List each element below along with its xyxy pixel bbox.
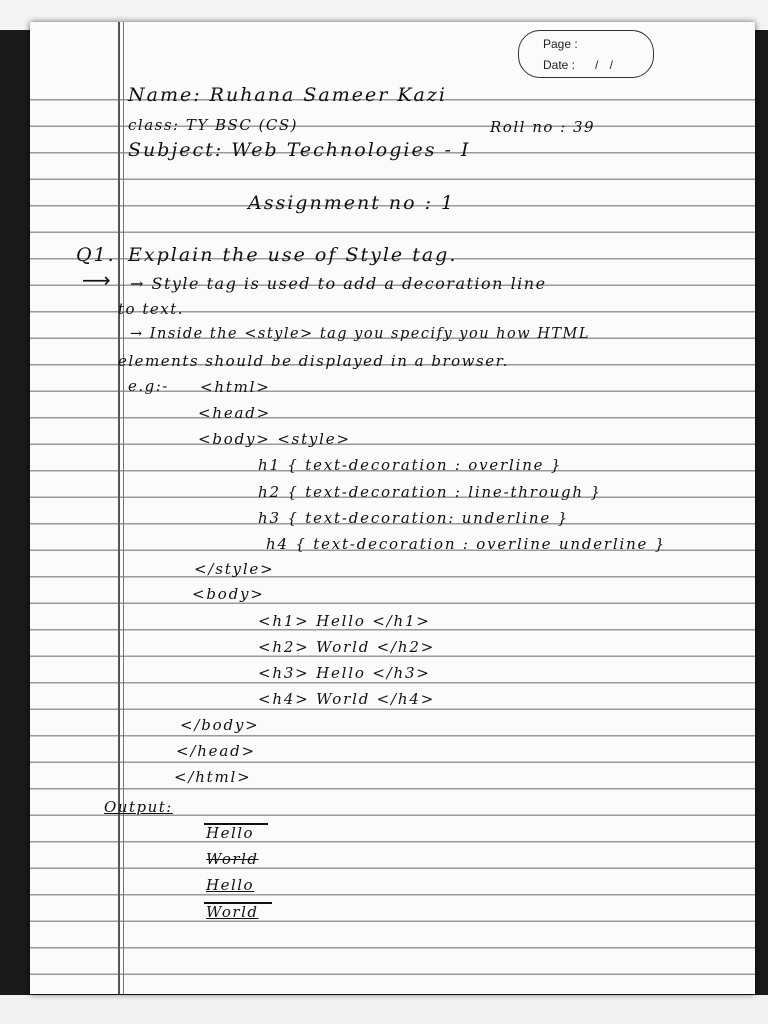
code-line-h3-tag: <h3> Hello </h3> — [258, 664, 431, 682]
answer-line-1: → Style tag is used to add a decoration line — [130, 274, 547, 293]
scan-background-bottom — [0, 995, 768, 1024]
code-line-h1-tag: <h1> Hello </h1> — [258, 612, 431, 630]
code-line-style-close: </style> — [194, 560, 275, 578]
roll-number: Roll no : 39 — [490, 118, 596, 136]
code-line-h3: h3 { text-decoration: underline } — [258, 509, 569, 527]
code-line-head: <head> — [198, 404, 272, 422]
output-world-strike: World — [206, 850, 259, 868]
code-line-head-close: </head> — [176, 742, 256, 760]
page-date-box — [518, 30, 654, 78]
class-line: class: TY BSC (CS) — [128, 116, 299, 134]
output-hello-overline: Hello — [206, 824, 255, 842]
code-line-h2-tag: <h2> World </h2> — [258, 638, 436, 656]
page-label: Page : — [543, 37, 578, 51]
date-label: Date : — [543, 58, 576, 72]
output-hello-underline: Hello — [206, 876, 255, 894]
answer-line-3: → Inside the <style> tag you specify you how HTML — [130, 326, 591, 342]
code-line-h1: h1 { text-decoration : overline } — [258, 456, 563, 474]
code-line-body: <body> — [192, 585, 265, 603]
code-line-html: <html> — [200, 378, 271, 396]
code-line-h2: h2 { text-decoration : line-through } — [258, 483, 602, 501]
date-value: / / — [595, 58, 618, 72]
margin-arrow-icon: ⟶ — [82, 268, 113, 292]
answer-line-4: elements should be displayed in a browser. — [118, 352, 509, 370]
code-line-html-close: </html> — [174, 768, 252, 786]
question-number: Q1. — [76, 244, 116, 266]
name-line: Name: Ruhana Sameer Kazi — [128, 84, 447, 106]
notebook-page — [30, 22, 755, 994]
code-line-body-close: </body> — [180, 716, 260, 734]
question-text: Explain the use of Style tag. — [128, 244, 458, 266]
subject-line: Subject: Web Technologies - I — [128, 139, 471, 161]
code-line-h4-tag: <h4> World </h4> — [258, 690, 436, 708]
assignment-title: Assignment no : 1 — [248, 192, 456, 214]
answer-line-2: to text. — [118, 300, 184, 318]
margin-line — [118, 22, 120, 994]
example-label: e.g:- — [128, 377, 169, 395]
output-world-overline-underline: World — [206, 903, 259, 921]
code-line-body-style: <body> <style> — [198, 430, 351, 448]
output-label: Output: — [104, 798, 173, 816]
overline-mark — [204, 823, 268, 825]
overline-mark-2 — [204, 902, 272, 904]
code-line-h4: h4 { text-decoration : overline underline } — [266, 535, 667, 553]
margin-line-inner — [123, 22, 124, 994]
